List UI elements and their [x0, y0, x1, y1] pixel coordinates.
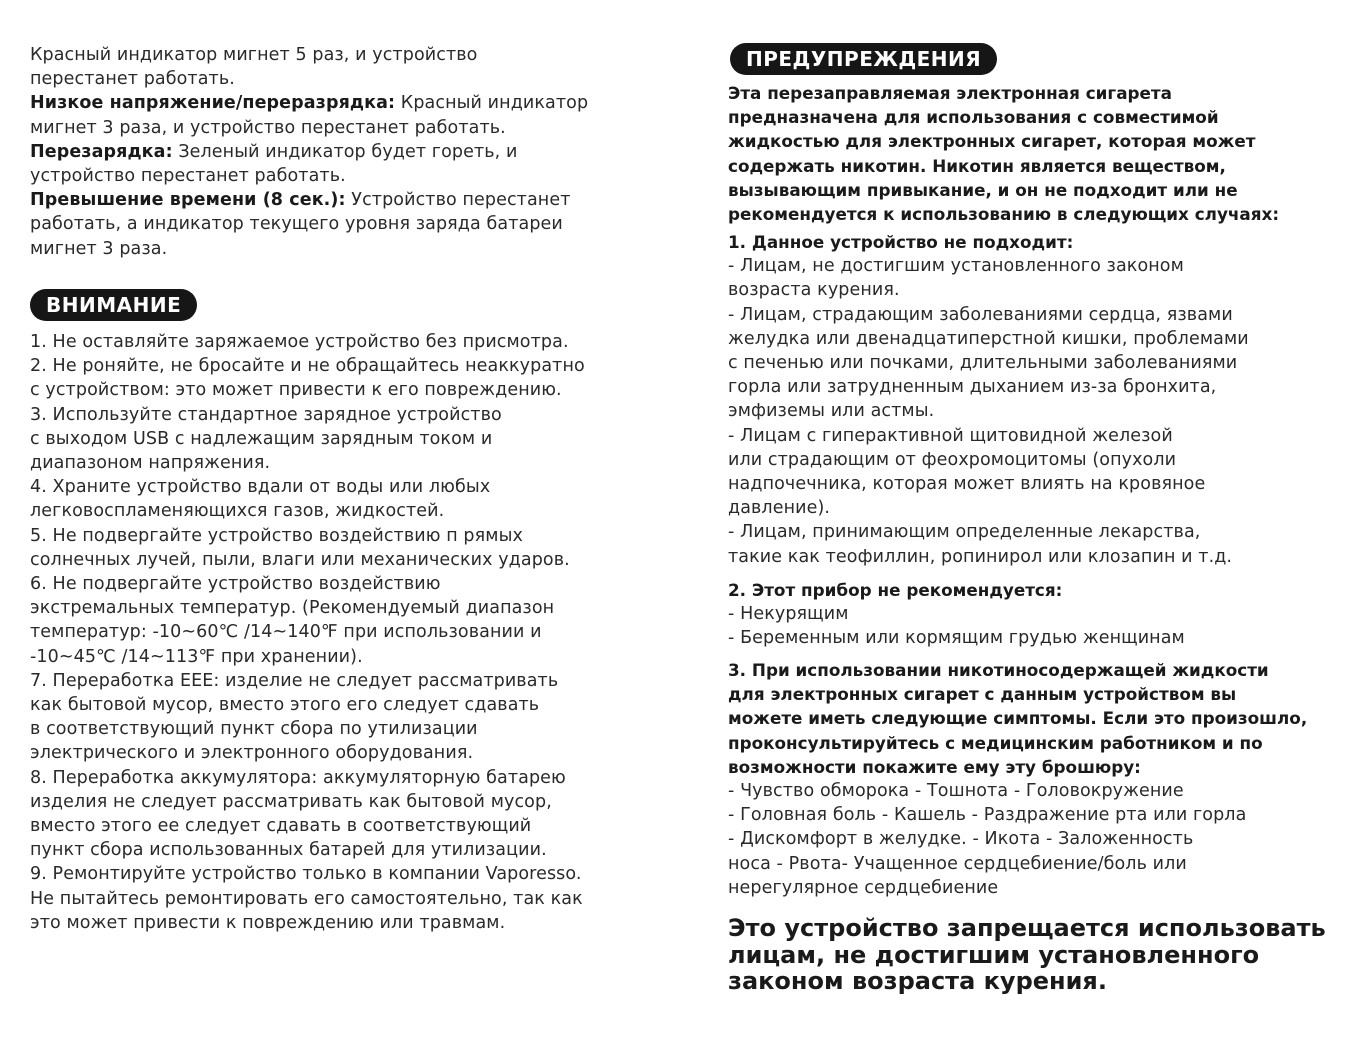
section-1-item: - Лицам, страдающим заболеваниями сердца, язвами: [728, 304, 1233, 325]
battery-status-text: [30, 43, 588, 261]
attention-line: с устройством: это может привести к его повреждению.: [30, 380, 562, 401]
section-3-list: [728, 779, 1307, 900]
section-1-item: такие как теофиллин, ропинирол или клозапин и т.д.: [728, 546, 1233, 567]
section-2: [728, 578, 1185, 651]
intro-line: [30, 67, 588, 91]
attention-pill: ВНИМАНИЕ: [30, 289, 197, 321]
attention-line: 2. Не роняйте, не бросайте и не обращайтесь неаккуратно: [30, 356, 585, 377]
section-1-item: горла или затрудненным дыханием из-за бронхита,: [728, 377, 1217, 398]
attention-line: Не пытайтесь ремонтировать его самостоятельно, так как: [30, 888, 583, 909]
intro-line: [30, 43, 588, 67]
attention-line: в соответствующий пункт сбора по утилизации: [30, 719, 478, 740]
attention-line: 8. Переработка аккумулятора: аккумуляторную батарею: [30, 767, 566, 788]
intro-line: [30, 237, 588, 261]
section-1-list: [728, 254, 1249, 569]
section-3-item: - Головная боль - Кашель - Раздражение рта или горла: [728, 805, 1247, 826]
attention-line: пункт сбора использованных батарей для утилизации.: [30, 840, 547, 861]
section-3-title: [728, 658, 1307, 779]
intro-term: Перезарядка:: [30, 141, 173, 162]
section-1-item: или страдающим от феохромоцитомы (опухоли: [728, 449, 1177, 470]
attention-heading: [30, 289, 197, 321]
intro-text: перестанет работать.: [30, 69, 235, 90]
section-1-item: желудка или двенадцатиперстной кишки, проблемами: [728, 328, 1249, 349]
attention-line: с выходом USB с надлежащим зарядным током и: [30, 428, 493, 449]
intro-line: [30, 164, 588, 188]
section-1-item: - Лицам, не достигшим установленного законом: [728, 256, 1184, 277]
attention-line: 5. Не подвергайте устройство воздействию п рямых: [30, 525, 523, 546]
attention-line: это может привести к повреждению или травмам.: [30, 912, 506, 933]
section-2-title: 2. Этот прибор не рекомендуется:: [728, 580, 1063, 600]
intro-text: мигнет 3 раза, и устройство перестанет работать.: [30, 117, 506, 138]
section-1-title: 1. Данное устройство не подходит:: [728, 232, 1074, 252]
section-3-item: носа - Рвота- Учащенное сердцебиение/боль или: [728, 853, 1187, 874]
section-3-item: - Чувство обморока - Тошнота - Головокружение: [728, 781, 1184, 802]
attention-line: 1. Не оставляйте заряжаемое устройство без присмотра.: [30, 332, 569, 352]
attention-line: изделия не следует рассматривать как бытовой мусор,: [30, 791, 552, 812]
attention-line: 4. Храните устройство вдали от воды или любых: [30, 477, 491, 498]
intro-text: устройство перестанет работать.: [30, 166, 346, 187]
attention-line: 9. Ремонтируйте устройство только в компании Vaporesso.: [30, 864, 582, 885]
warnings-intro-line: содержать никотин. Никотин является веществом,: [728, 155, 1226, 176]
intro-text: работать, а индикатор текущего уровня заряда батареи: [30, 214, 563, 235]
section-3-title-line: можете иметь следующие симптомы. Если это произошло,: [728, 708, 1308, 729]
section-1-item: - Лицам с гиперактивной щитовидной железой: [728, 425, 1173, 446]
section-3-title-line: для электронных сигарет с данным устройством вы: [728, 684, 1237, 705]
intro-text: Устройство перестанет: [345, 190, 571, 211]
warnings-intro-line: Эта перезаправляемая электронная сигарета: [728, 83, 1172, 103]
section-1-item: надпочечника, которая может влиять на кровяное: [728, 474, 1206, 495]
attention-line: как бытовой мусор, вместо этого его следует сдавать: [30, 695, 540, 716]
intro-line: [30, 91, 588, 115]
section-3: [728, 658, 1307, 900]
section-3-item: нерегулярное сердцебиение: [728, 877, 999, 898]
warnings-intro-line: предназначена для использования с совместимой: [728, 107, 1219, 128]
intro-line: [30, 116, 588, 140]
warnings-intro-line: вызывающим привыкание, и он не подходит или не: [728, 179, 1238, 200]
section-1-item: с печенью или почками, длительными заболеваниями: [728, 353, 1238, 374]
section-1-item: эмфиземы или астмы.: [728, 401, 935, 422]
attention-line: 3. Используйте стандартное зарядное устройство: [30, 404, 502, 425]
intro-text: Зеленый индикатор будет гореть, и: [172, 141, 518, 162]
attention-line: 7. Переработка ЕЕЕ: изделие не следует рассматривать: [30, 670, 559, 691]
attention-line: 6. Не подвергайте устройство воздействию: [30, 574, 441, 595]
attention-line: солнечных лучей, пыли, влаги или механических ударов.: [30, 549, 570, 570]
warnings-intro-line: рекомендуется к использованию в следующих случаях:: [728, 204, 1280, 225]
section-2-list: [728, 602, 1185, 650]
section-3-item: - Дискомфорт в желудке. - Икота - Заложенность: [728, 829, 1194, 850]
age-notice-line: Это устройство запрещается использовать: [728, 914, 1326, 942]
intro-line: [30, 140, 588, 164]
age-restriction-notice: [728, 915, 1326, 995]
section-2-item: - Беременным или кормящим грудью женщинам: [728, 628, 1185, 649]
intro-line: [30, 188, 588, 212]
warnings-pill: ПРЕДУПРЕЖДЕНИЯ: [730, 43, 997, 75]
section-3-title-line: возможности покажите ему эту брошюру:: [728, 756, 1141, 777]
attention-list: [30, 330, 585, 935]
intro-text: Красный индикатор: [395, 93, 589, 114]
age-notice-line: законом возраста курения.: [728, 967, 1107, 995]
section-1-item: возраста курения.: [728, 280, 900, 301]
section-2-item: - Некурящим: [728, 604, 849, 625]
intro-text: Красный индикатор мигнет 5 раз, и устройство: [30, 45, 478, 65]
intro-text: мигнет 3 раза.: [30, 238, 168, 259]
intro-term: Низкое напряжение/переразрядка:: [30, 93, 396, 114]
section-1-item: - Лицам, принимающим определенные лекарства,: [728, 522, 1201, 543]
warnings-intro: [728, 81, 1279, 226]
attention-line: диапазоном напряжения.: [30, 453, 271, 474]
attention-line: легковоспламеняющихся газов, жидкостей.: [30, 501, 445, 522]
section-1-item: давление).: [728, 498, 831, 519]
attention-line: электрического и электронного оборудования.: [30, 743, 474, 764]
warnings-intro-line: жидкостью для электронных сигарет, которая может: [728, 131, 1256, 152]
age-notice-line: лицам, не достигшим установленного: [728, 940, 1260, 969]
attention-line: экстремальных температур. (Рекомендуемый диапазон: [30, 598, 555, 619]
attention-line: -10~45℃ /14~113℉ при хранении).: [30, 646, 363, 667]
warnings-heading: [730, 43, 997, 75]
section-3-title-line: 3. При использовании никотиносодержащей жидкости: [728, 660, 1269, 680]
attention-line: температур: -10~60℃ /14~140℉ при использовании и: [30, 622, 542, 643]
section-3-title-line: проконсультируйтесь с медицинским работником и по: [728, 732, 1263, 753]
intro-line: [30, 212, 588, 236]
intro-term: Превышение времени (8 сек.):: [30, 190, 346, 211]
attention-line: вместо этого ее следует сдавать в соответствующий: [30, 816, 532, 837]
section-1: [728, 230, 1249, 569]
